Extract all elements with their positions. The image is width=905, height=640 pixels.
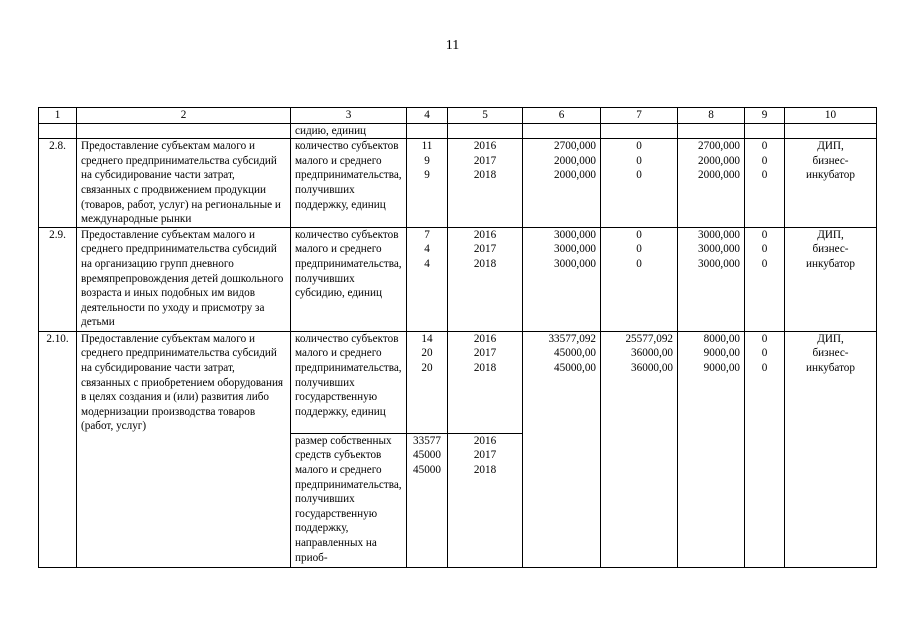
- indicator-values: 33577 45000 45000: [407, 433, 448, 567]
- measure-description: Предоставление субъектам малого и среднего предпринимательства субсидий на субсидирование части затрат, связанных с продвижением продукции (товаров, работ, услуг) на региональные и международные рынки: [77, 139, 291, 228]
- total-funding: 33577,092 45000,00 45000,00: [523, 331, 601, 567]
- executor: ДИП, бизнес- инкубатор: [785, 139, 877, 228]
- continuation-row: [39, 123, 877, 139]
- indicator-continuation: сидию, единиц: [291, 123, 407, 139]
- program-measures-table: [38, 107, 877, 568]
- funding-col8: 3000,000 3000,000 3000,000: [678, 227, 745, 331]
- header-cell: 10: [785, 108, 877, 124]
- funding-col7: 0 0 0: [601, 139, 678, 228]
- measure-description: Предоставление субъектам малого и среднего предпринимательства субсидий на организацию групп дневного времяпрепровождения детей дошкольного возраста и иных подобных им видов деятельности по уходу и присмотру за детьми: [77, 227, 291, 331]
- table-row: [39, 227, 877, 331]
- indicator-values: 7 4 4: [407, 227, 448, 331]
- header-row: [39, 108, 877, 124]
- funding-col7: 0 0 0: [601, 227, 678, 331]
- years: 2016 2017 2018: [448, 331, 523, 433]
- header-cell: 6: [523, 108, 601, 124]
- years: 2016 2017 2018: [448, 433, 523, 567]
- header-cell: 2: [77, 108, 291, 124]
- years: 2016 2017 2018: [448, 227, 523, 331]
- funding-col9: 0 0 0: [745, 331, 785, 567]
- funding-col7: 25577,092 36000,00 36000,00: [601, 331, 678, 567]
- total-funding: 2700,000 2000,000 2000,000: [523, 139, 601, 228]
- indicator-values: 11 9 9: [407, 139, 448, 228]
- years: 2016 2017 2018: [448, 139, 523, 228]
- indicator-text: количество субъектов малого и среднего предпринимательства, получивших поддержку, единиц: [291, 139, 407, 228]
- measure-description: Предоставление субъектам малого и среднего предпринимательства субсидий на субсидирование части затрат, связанных с приобретением оборудования в целях создания и (или) развития либо модернизации производства товаров (работ, услуг): [77, 331, 291, 567]
- funding-col8: 8000,00 9000,00 9000,00: [678, 331, 745, 567]
- row-number: 2.8.: [39, 139, 77, 228]
- row-number: 2.10.: [39, 331, 77, 567]
- indicator-text: количество субъектов малого и среднего предпринимательства, получивших субсидию, единиц: [291, 227, 407, 331]
- indicator-text: размер собственных средств субъектов малого и среднего предпринимательства, получивших государственную поддержку, направленных на приоб-: [291, 433, 407, 567]
- header-cell: 7: [601, 108, 678, 124]
- header-cell: 9: [745, 108, 785, 124]
- header-cell: 1: [39, 108, 77, 124]
- header-cell: 8: [678, 108, 745, 124]
- page-number: 11: [445, 38, 460, 53]
- executor: ДИП, бизнес- инкубатор: [785, 227, 877, 331]
- table-row: [39, 331, 877, 433]
- row-number: 2.9.: [39, 227, 77, 331]
- total-funding: 3000,000 3000,000 3000,000: [523, 227, 601, 331]
- funding-col9: 0 0 0: [745, 139, 785, 228]
- header-cell: 3: [291, 108, 407, 124]
- indicator-values: 14 20 20: [407, 331, 448, 433]
- header-cell: 5: [448, 108, 523, 124]
- funding-col8: 2700,000 2000,000 2000,000: [678, 139, 745, 228]
- executor: ДИП, бизнес- инкубатор: [785, 331, 877, 567]
- header-cell: 4: [407, 108, 448, 124]
- funding-col9: 0 0 0: [745, 227, 785, 331]
- table-row: [39, 139, 877, 228]
- indicator-text: количество субъектов малого и среднего предпринимательства, получивших государственную поддержку, единиц: [291, 331, 407, 433]
